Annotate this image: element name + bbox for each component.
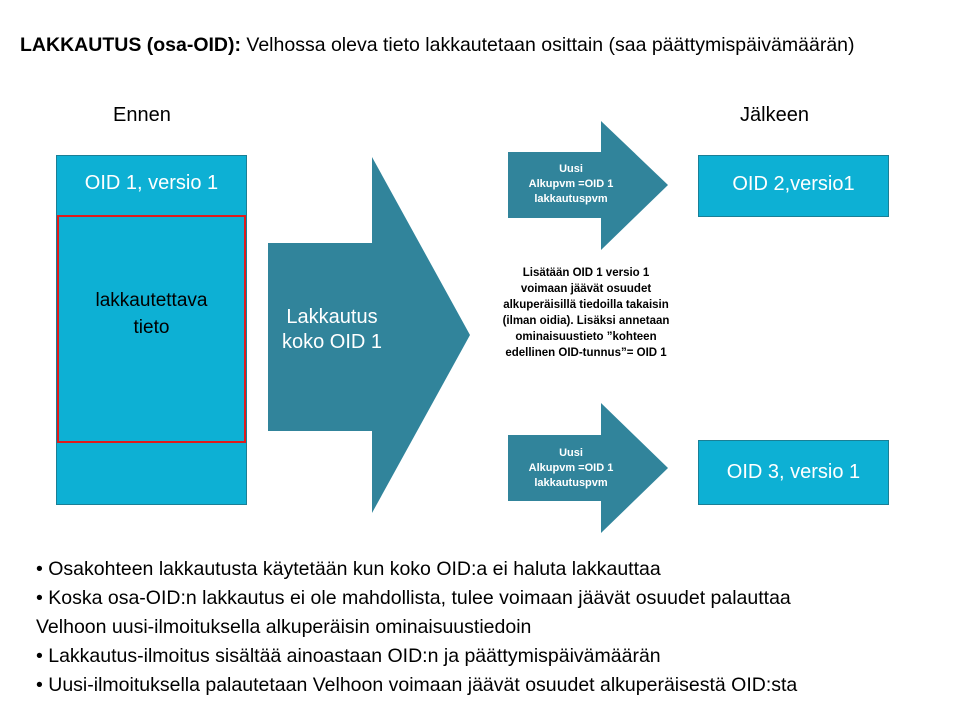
heading-after: Jälkeen: [740, 104, 809, 126]
bottom-arrow-label-line1: Uusi: [559, 447, 583, 459]
bottom-arrow-label-line2: Alkupvm =OID 1: [528, 462, 614, 474]
middle-note-line: voimaan jäävät osuudet: [520, 283, 652, 295]
middle-note-line: (ilman oidia). Lisäksi annetaan: [502, 315, 670, 327]
slide-title-bold: LAKKAUTUS (osa-OID):: [20, 34, 241, 56]
bullet-item: Velhoon uusi-ilmoituksella alkuperäisin ominaisuustiedoin: [36, 616, 532, 638]
bullet-item: • Osakohteen lakkautusta käytetään kun koko OID:a ei haluta lakkauttaa: [36, 558, 661, 580]
slide-title-rest: Velhossa oleva tieto lakkautetaan osittain (saa päättymispäivämäärän): [246, 34, 855, 56]
top-arrow-label-line1: Uusi: [559, 163, 583, 175]
middle-note-line: edellinen OID-tunnus”= OID 1: [505, 347, 667, 359]
big-arrow-label-line2: koko OID 1: [281, 331, 383, 353]
bottom-arrow-label-line3: lakkautuspvm: [534, 477, 608, 489]
oid2-box: [698, 155, 889, 217]
middle-note: [480, 265, 692, 361]
big-arrow-label: [272, 305, 392, 355]
bullet-item: • Lakkautus-ilmoitus sisältää ainoastaan OID:n ja päättymispäivämäärän: [36, 645, 661, 667]
bullet-item: • Uusi-ilmoituksella palautetaan Velhoon voimaan jäävät osuudet alkuperäisestä OID:sta: [36, 674, 798, 696]
bullet-item: • Koska osa-OID:n lakkautus ei ole mahdollista, tulee voimaan jäävät osuudet palauttaa: [36, 587, 791, 609]
heading-before: Ennen: [113, 104, 171, 126]
top-arrow-label-line2: Alkupvm =OID 1: [528, 178, 614, 190]
middle-note-line: Lisätään OID 1 versio 1: [522, 267, 650, 279]
middle-note-line: alkuperäisillä tiedoilla takaisin: [503, 299, 669, 311]
big-arrow-label-line1: Lakkautus: [286, 306, 378, 328]
oid1-box-header: OID 1, versio 1: [84, 172, 219, 194]
oid3-box-label: OID 3, versio 1: [726, 461, 861, 483]
removed-part-label-line2: tieto: [133, 317, 170, 338]
middle-note-line: ominaisuustieto ”kohteen: [515, 331, 657, 343]
bottom-arrow-label: [508, 446, 634, 491]
top-arrow-label: [508, 162, 634, 207]
oid3-box: [698, 440, 889, 505]
highlight-removed-part: [57, 215, 246, 443]
oid2-box-label: OID 2,versio1: [732, 172, 855, 195]
removed-part-label-line1: lakkautettava: [95, 290, 208, 311]
bullet-list: [36, 555, 946, 700]
top-arrow-label-line3: lakkautuspvm: [534, 193, 608, 205]
